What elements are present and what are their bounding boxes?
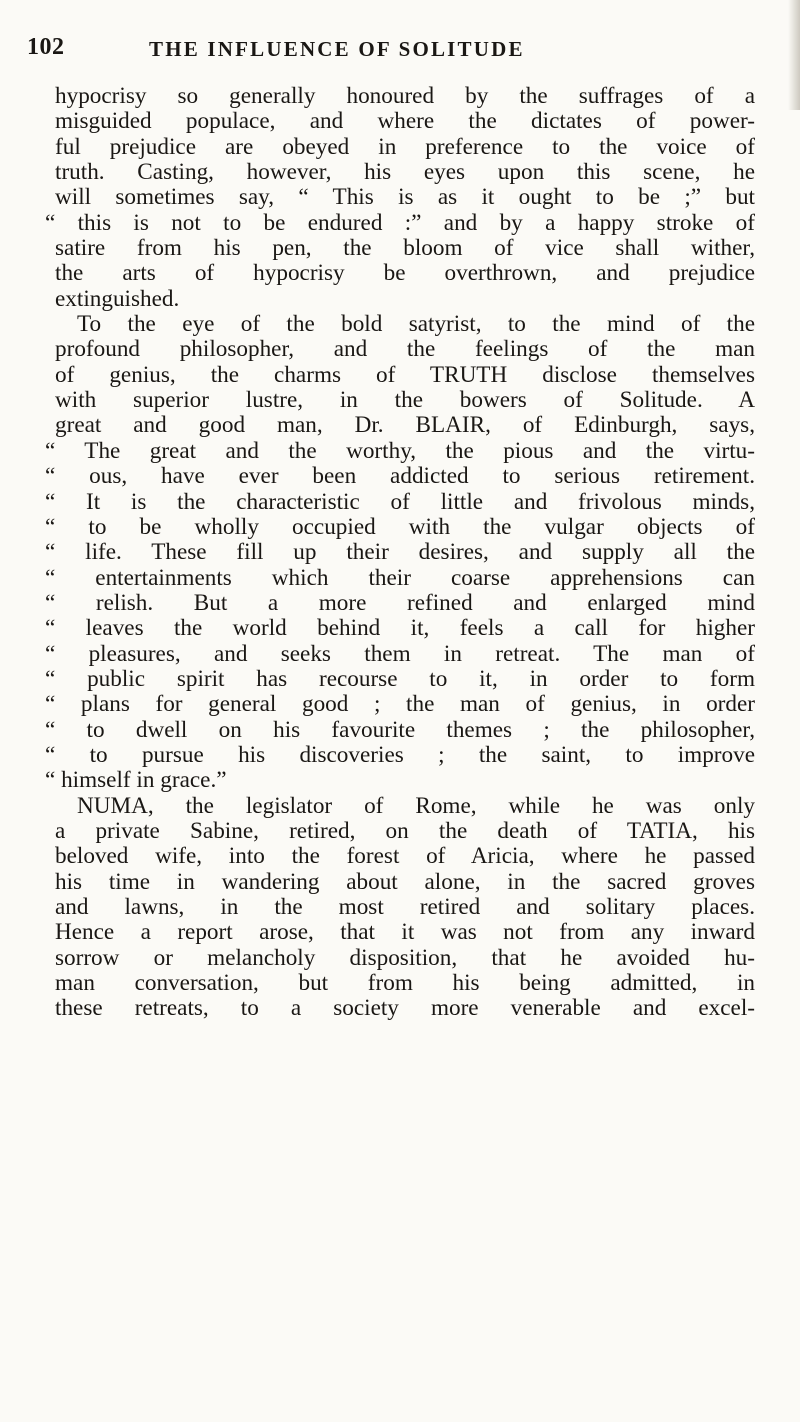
- text-line: profound philosopher, and the feelings of the man: [55, 336, 755, 363]
- text-line: great and good man, Dr. BLAIR, of Edinburgh, says,: [55, 412, 755, 439]
- quote-line: “ to be wholly occupied with the vulgar objects of: [45, 513, 755, 540]
- quote-line: “ leaves the world behind it, feels a call for higher: [45, 615, 755, 642]
- text-line: hypocrisy so generally honoured by the suffrages of a: [55, 83, 755, 109]
- text-line: satire from his pen, the bloom of vice shall wither,: [55, 235, 755, 262]
- page-edge-shadow: [788, 0, 800, 110]
- quote-line: “ to dwell on his favourite themes ; the philosopher,: [45, 716, 755, 743]
- text-line: Hence a report arose, that it was not from any inward: [55, 919, 755, 946]
- quote-line: “ himself in grace.”: [45, 767, 227, 794]
- text-line: these retreats, to a society more venerable and excel-: [55, 995, 755, 1022]
- body-text: [45, 83, 755, 1022]
- text-line: NUMA, the legislator of Rome, while he was only: [77, 792, 755, 819]
- text-line: the arts of hypocrisy be overthrown, and prejudice: [55, 260, 755, 287]
- quote-line: “ public spirit has recourse to it, in order to form: [45, 665, 755, 692]
- text-line: his time in wandering about alone, in the sacred groves: [55, 868, 755, 895]
- quote-line: “ entertainments which their coarse apprehensions can: [45, 564, 755, 591]
- quote-line: “ ous, have ever been addicted to serious retirement.: [45, 463, 755, 490]
- text-line: a private Sabine, retired, on the death of TATIA, his: [55, 817, 755, 844]
- page-header: [27, 34, 767, 64]
- text-line: extinguished.: [55, 285, 180, 312]
- text-line: will sometimes say, “ This is as it ought to be ;” but: [55, 184, 755, 211]
- quote-line: “ to pursue his discoveries ; the saint, to improve: [45, 741, 755, 768]
- quote-line: “ plans for general good ; the man of genius, in order: [45, 691, 755, 718]
- text-line: “ this is not to be endured :” and by a happy stroke of: [45, 209, 755, 236]
- text-line: man conversation, but from his being admitted, in: [55, 970, 755, 997]
- text-line: misguided populace, and where the dictates of power-: [55, 108, 755, 135]
- quote-line: “ pleasures, and seeks them in retreat. The man of: [45, 640, 755, 667]
- text-line: of genius, the charms of TRUTH disclose themselves: [55, 361, 755, 388]
- text-line: To the eye of the bold satyrist, to the mind of the: [77, 311, 755, 338]
- quote-line: “ It is the characteristic of little and frivolous minds,: [45, 488, 755, 515]
- quote-line: “ relish. But a more refined and enlarged mind: [45, 589, 755, 616]
- text-line: with superior lustre, in the bowers of Solitude. A: [55, 387, 755, 414]
- running-head: THE INFLUENCE OF SOLITUDE: [149, 37, 525, 61]
- quote-line: “ The great and the worthy, the pious and the virtu-: [45, 437, 755, 464]
- quote-line: “ life. These fill up their desires, and supply all the: [45, 539, 755, 566]
- text-line: and lawns, in the most retired and solitary places.: [55, 894, 755, 920]
- text-line: sorrow or melancholy disposition, that he avoided hu-: [55, 944, 755, 971]
- text-line: beloved wife, into the forest of Aricia, where he passed: [55, 843, 755, 870]
- text-line: ful prejudice are obeyed in preference to the voice of: [55, 133, 755, 160]
- text-line: truth. Casting, however, his eyes upon this scene, he: [55, 159, 755, 186]
- page-number: 102: [27, 34, 65, 60]
